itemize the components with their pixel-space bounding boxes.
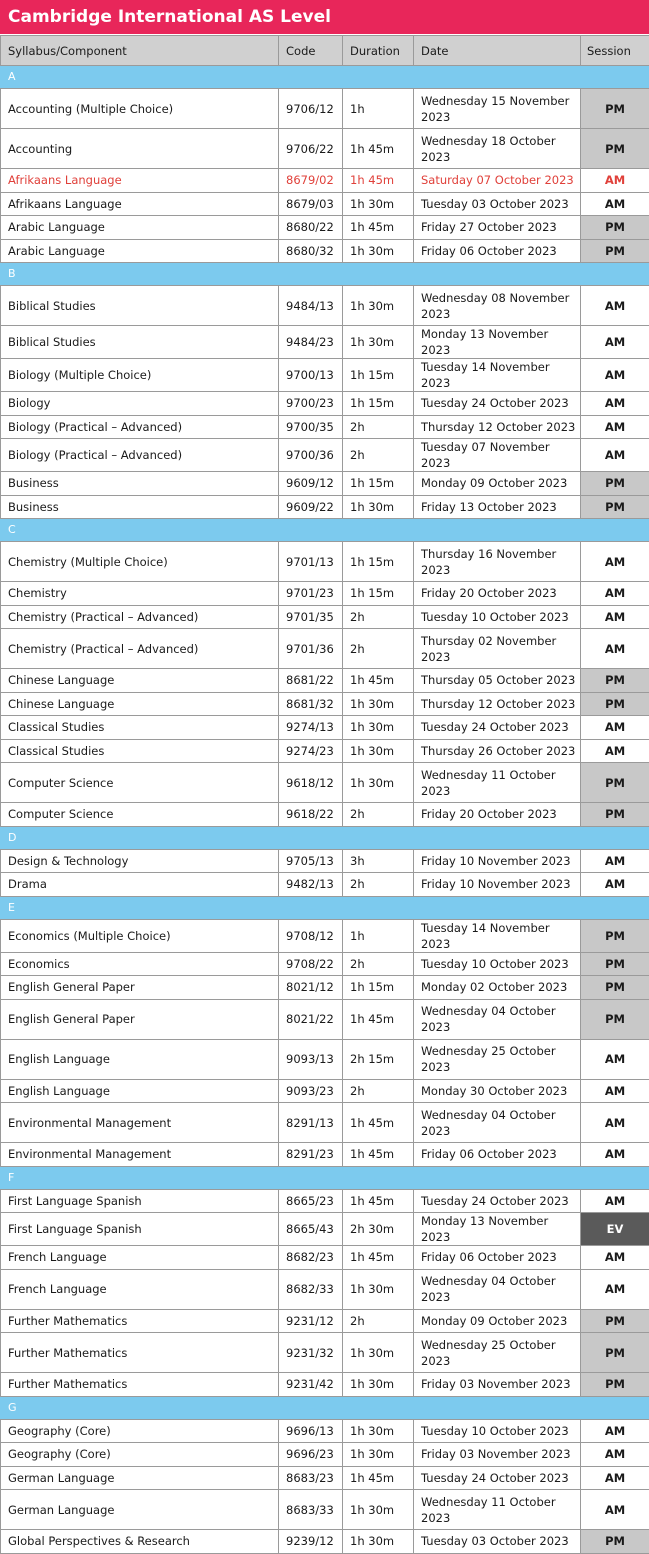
code-cell: 9484/23 [279,326,343,359]
duration-cell: 1h 45m [343,669,414,693]
duration-cell: 1h 15m [343,542,414,582]
section-row [1,826,649,849]
code-cell: 9482/13 [279,873,343,897]
syllabus-cell: Accounting [1,129,279,169]
duration-cell: 1h 30m [343,192,414,216]
date-cell: Monday 02 October 2023 [414,976,581,1000]
code-cell: 8683/23 [279,1466,343,1490]
section-row [1,519,649,542]
session-cell: AM [581,286,649,326]
table-row [1,669,649,693]
session-cell: AM [581,629,649,669]
code-cell: 9701/36 [279,629,343,669]
table-row [1,1333,649,1373]
table-row [1,1443,649,1467]
date-cell: Thursday 16 November 2023 [414,542,581,582]
date-cell: Tuesday 24 October 2023 [414,1466,581,1490]
syllabus-cell: First Language Spanish [1,1189,279,1213]
duration-cell: 1h 30m [343,1490,414,1530]
timetable [0,35,649,1554]
session-cell: AM [581,605,649,629]
section-row [1,1166,649,1189]
duration-cell: 1h 30m [343,326,414,359]
table-row [1,1530,649,1554]
code-cell: 9708/22 [279,952,343,976]
date-cell: Tuesday 03 October 2023 [414,192,581,216]
syllabus-cell: Chemistry [1,582,279,606]
table-row [1,582,649,606]
table-row [1,1039,649,1079]
table-row [1,739,649,763]
date-cell: Wednesday 04 October 2023 [414,999,581,1039]
syllabus-cell: Chinese Language [1,692,279,716]
table-row [1,1419,649,1443]
table-row [1,1246,649,1270]
code-cell: 8291/13 [279,1103,343,1143]
code-cell: 9609/22 [279,495,343,519]
session-cell: PM [581,472,649,496]
session-cell: PM [581,1530,649,1554]
syllabus-cell: Further Mathematics [1,1373,279,1397]
section-row [1,1396,649,1419]
session-cell: AM [581,1143,649,1167]
session-cell: AM [581,739,649,763]
date-cell: Friday 06 October 2023 [414,1143,581,1167]
duration-cell: 1h [343,919,414,952]
table-row [1,976,649,1000]
table-row [1,1189,649,1213]
duration-cell: 1h 45m [343,1103,414,1143]
session-cell: AM [581,1039,649,1079]
section-letter: E [1,896,649,919]
session-cell: PM [581,216,649,240]
table-row [1,1309,649,1333]
code-cell: 8681/32 [279,692,343,716]
session-cell: AM [581,1490,649,1530]
session-cell: AM [581,582,649,606]
code-cell: 9708/12 [279,919,343,952]
table-row [1,415,649,439]
code-cell: 9239/12 [279,1530,343,1554]
date-cell: Monday 13 November 2023 [414,1213,581,1246]
syllabus-cell: German Language [1,1490,279,1530]
code-cell: 9696/13 [279,1419,343,1443]
section-letter: A [1,66,649,89]
duration-cell: 1h 30m [343,692,414,716]
session-cell: AM [581,359,649,392]
table-row [1,392,649,416]
date-cell: Tuesday 14 November 2023 [414,919,581,952]
code-cell: 9701/35 [279,605,343,629]
date-cell: Friday 27 October 2023 [414,216,581,240]
duration-cell: 1h 30m [343,1269,414,1309]
duration-cell: 2h [343,952,414,976]
syllabus-cell: English General Paper [1,999,279,1039]
session-cell: PM [581,239,649,263]
code-cell: 8680/22 [279,216,343,240]
session-cell: AM [581,392,649,416]
date-cell: Wednesday 04 October 2023 [414,1103,581,1143]
code-cell: 8665/23 [279,1189,343,1213]
table-row [1,1103,649,1143]
table-row [1,439,649,472]
session-cell: PM [581,89,649,129]
syllabus-cell: Environmental Management [1,1143,279,1167]
session-cell: PM [581,803,649,827]
header-code: Code [279,36,343,66]
code-cell: 9700/23 [279,392,343,416]
table-row [1,873,649,897]
table-body [1,66,649,1554]
table-row [1,89,649,129]
code-cell: 9274/23 [279,739,343,763]
date-cell: Monday 09 October 2023 [414,1309,581,1333]
syllabus-cell: Computer Science [1,803,279,827]
date-cell: Monday 30 October 2023 [414,1079,581,1103]
table-row [1,1079,649,1103]
table-row [1,849,649,873]
date-cell: Tuesday 24 October 2023 [414,716,581,740]
date-cell: Wednesday 25 October 2023 [414,1039,581,1079]
session-cell: AM [581,439,649,472]
syllabus-cell: Biblical Studies [1,286,279,326]
session-cell: AM [581,716,649,740]
duration-cell: 2h [343,605,414,629]
duration-cell: 1h 45m [343,1466,414,1490]
syllabus-cell: Business [1,495,279,519]
session-cell: AM [581,169,649,193]
code-cell: 8683/33 [279,1490,343,1530]
duration-cell: 2h [343,1079,414,1103]
code-cell: 8679/03 [279,192,343,216]
duration-cell: 1h 45m [343,1246,414,1270]
duration-cell: 2h [343,439,414,472]
session-cell: PM [581,495,649,519]
duration-cell: 2h 30m [343,1213,414,1246]
table-row [1,129,649,169]
section-letter: C [1,519,649,542]
code-cell: 9696/23 [279,1443,343,1467]
duration-cell: 1h [343,89,414,129]
table-row [1,1143,649,1167]
syllabus-cell: Global Perspectives & Research [1,1530,279,1554]
session-cell: PM [581,669,649,693]
date-cell: Thursday 26 October 2023 [414,739,581,763]
session-cell: PM [581,1309,649,1333]
syllabus-cell: Environmental Management [1,1103,279,1143]
header-syllabus: Syllabus/Component [1,36,279,66]
date-cell: Friday 20 October 2023 [414,803,581,827]
code-cell: 9706/12 [279,89,343,129]
duration-cell: 1h 30m [343,1333,414,1373]
session-cell: AM [581,1443,649,1467]
table-row [1,763,649,803]
date-cell: Friday 03 November 2023 [414,1443,581,1467]
duration-cell: 1h 15m [343,472,414,496]
date-cell: Friday 13 October 2023 [414,495,581,519]
code-cell: 9609/12 [279,472,343,496]
header-session: Session [581,36,649,66]
duration-cell: 2h [343,1309,414,1333]
session-cell: AM [581,1466,649,1490]
syllabus-cell: Classical Studies [1,739,279,763]
duration-cell: 2h [343,629,414,669]
code-cell: 9093/13 [279,1039,343,1079]
syllabus-cell: Arabic Language [1,216,279,240]
table-row [1,192,649,216]
syllabus-cell: Geography (Core) [1,1443,279,1467]
table-row [1,169,649,193]
date-cell: Thursday 12 October 2023 [414,692,581,716]
section-row [1,263,649,286]
code-cell: 9700/13 [279,359,343,392]
table-row [1,326,649,359]
date-cell: Friday 10 November 2023 [414,873,581,897]
session-cell: PM [581,763,649,803]
date-cell: Friday 10 November 2023 [414,849,581,873]
syllabus-cell: First Language Spanish [1,1213,279,1246]
code-cell: 9231/42 [279,1373,343,1397]
date-cell: Tuesday 14 November 2023 [414,359,581,392]
code-cell: 9701/23 [279,582,343,606]
syllabus-cell: Biology (Practical – Advanced) [1,415,279,439]
code-cell: 8021/22 [279,999,343,1039]
duration-cell: 2h 15m [343,1039,414,1079]
section-letter: D [1,826,649,849]
duration-cell: 1h 30m [343,739,414,763]
syllabus-cell: Drama [1,873,279,897]
date-cell: Wednesday 18 October 2023 [414,129,581,169]
table-row [1,286,649,326]
syllabus-cell: Computer Science [1,763,279,803]
header-date: Date [414,36,581,66]
session-cell: AM [581,1419,649,1443]
code-cell: 8665/43 [279,1213,343,1246]
date-cell: Thursday 12 October 2023 [414,415,581,439]
syllabus-cell: Business [1,472,279,496]
page-title: Cambridge International AS Level [0,0,649,35]
duration-cell: 2h [343,803,414,827]
table-row [1,542,649,582]
date-cell: Wednesday 11 October 2023 [414,763,581,803]
syllabus-cell: Afrikaans Language [1,169,279,193]
syllabus-cell: Chemistry (Multiple Choice) [1,542,279,582]
date-cell: Friday 03 November 2023 [414,1373,581,1397]
session-cell: AM [581,1246,649,1270]
syllabus-cell: Further Mathematics [1,1309,279,1333]
duration-cell: 1h 15m [343,976,414,1000]
session-cell: AM [581,849,649,873]
table-row [1,952,649,976]
table-row [1,629,649,669]
syllabus-cell: Biology (Multiple Choice) [1,359,279,392]
date-cell: Wednesday 11 October 2023 [414,1490,581,1530]
duration-cell: 2h [343,873,414,897]
date-cell: Tuesday 24 October 2023 [414,392,581,416]
duration-cell: 1h 30m [343,239,414,263]
session-cell: PM [581,976,649,1000]
table-row [1,1213,649,1246]
session-cell: PM [581,692,649,716]
section-letter: G [1,1396,649,1419]
session-cell: PM [581,1373,649,1397]
table-row [1,1269,649,1309]
session-cell: AM [581,1269,649,1309]
date-cell: Tuesday 07 November 2023 [414,439,581,472]
syllabus-cell: English Language [1,1079,279,1103]
session-cell: EV [581,1213,649,1246]
date-cell: Wednesday 08 November 2023 [414,286,581,326]
table-header-row [1,36,649,66]
code-cell: 8679/02 [279,169,343,193]
session-cell: AM [581,1189,649,1213]
code-cell: 9706/22 [279,129,343,169]
syllabus-cell: Accounting (Multiple Choice) [1,89,279,129]
table-row [1,999,649,1039]
code-cell: 9231/32 [279,1333,343,1373]
syllabus-cell: Further Mathematics [1,1333,279,1373]
duration-cell: 3h [343,849,414,873]
date-cell: Tuesday 24 October 2023 [414,1189,581,1213]
session-cell: AM [581,873,649,897]
duration-cell: 1h 45m [343,999,414,1039]
date-cell: Monday 13 November 2023 [414,326,581,359]
table-row [1,216,649,240]
table-row [1,472,649,496]
code-cell: 9231/12 [279,1309,343,1333]
duration-cell: 1h 30m [343,763,414,803]
session-cell: PM [581,1333,649,1373]
code-cell: 8680/32 [279,239,343,263]
table-row [1,359,649,392]
syllabus-cell: Biology [1,392,279,416]
duration-cell: 1h 15m [343,392,414,416]
duration-cell: 1h 30m [343,1373,414,1397]
duration-cell: 1h 30m [343,1419,414,1443]
date-cell: Wednesday 25 October 2023 [414,1333,581,1373]
duration-cell: 1h 45m [343,1143,414,1167]
date-cell: Tuesday 10 October 2023 [414,605,581,629]
date-cell: Thursday 02 November 2023 [414,629,581,669]
date-cell: Saturday 07 October 2023 [414,169,581,193]
date-cell: Wednesday 15 November 2023 [414,89,581,129]
session-cell: AM [581,415,649,439]
code-cell: 8021/12 [279,976,343,1000]
session-cell: AM [581,1103,649,1143]
code-cell: 8682/33 [279,1269,343,1309]
code-cell: 9618/12 [279,763,343,803]
code-cell: 9700/35 [279,415,343,439]
duration-cell: 1h 15m [343,359,414,392]
session-cell: AM [581,192,649,216]
code-cell: 9705/13 [279,849,343,873]
date-cell: Tuesday 10 October 2023 [414,1419,581,1443]
syllabus-cell: French Language [1,1246,279,1270]
session-cell: PM [581,919,649,952]
table-row [1,495,649,519]
code-cell: 9701/13 [279,542,343,582]
duration-cell: 1h 45m [343,1189,414,1213]
section-letter: B [1,263,649,286]
code-cell: 9700/36 [279,439,343,472]
code-cell: 8682/23 [279,1246,343,1270]
code-cell: 8681/22 [279,669,343,693]
code-cell: 8291/23 [279,1143,343,1167]
code-cell: 9484/13 [279,286,343,326]
session-cell: AM [581,326,649,359]
syllabus-cell: German Language [1,1466,279,1490]
syllabus-cell: English Language [1,1039,279,1079]
date-cell: Thursday 05 October 2023 [414,669,581,693]
table-row [1,803,649,827]
table-row [1,1373,649,1397]
section-letter: F [1,1166,649,1189]
syllabus-cell: Chinese Language [1,669,279,693]
code-cell: 9093/23 [279,1079,343,1103]
syllabus-cell: Design & Technology [1,849,279,873]
syllabus-cell: Economics [1,952,279,976]
date-cell: Friday 06 October 2023 [414,239,581,263]
table-row [1,239,649,263]
syllabus-cell: Biology (Practical – Advanced) [1,439,279,472]
table-row [1,692,649,716]
syllabus-cell: French Language [1,1269,279,1309]
session-cell: AM [581,1079,649,1103]
duration-cell: 1h 30m [343,286,414,326]
duration-cell: 1h 45m [343,129,414,169]
duration-cell: 1h 45m [343,169,414,193]
syllabus-cell: Classical Studies [1,716,279,740]
section-row [1,66,649,89]
date-cell: Monday 09 October 2023 [414,472,581,496]
date-cell: Friday 20 October 2023 [414,582,581,606]
date-cell: Wednesday 04 October 2023 [414,1269,581,1309]
table-row [1,1490,649,1530]
session-cell: AM [581,542,649,582]
duration-cell: 1h 30m [343,716,414,740]
table-row [1,605,649,629]
session-cell: PM [581,999,649,1039]
code-cell: 9274/13 [279,716,343,740]
duration-cell: 1h 15m [343,582,414,606]
section-row [1,896,649,919]
date-cell: Tuesday 10 October 2023 [414,952,581,976]
duration-cell: 2h [343,415,414,439]
table-row [1,919,649,952]
syllabus-cell: English General Paper [1,976,279,1000]
syllabus-cell: Geography (Core) [1,1419,279,1443]
syllabus-cell: Chemistry (Practical – Advanced) [1,605,279,629]
syllabus-cell: Afrikaans Language [1,192,279,216]
duration-cell: 1h 45m [343,216,414,240]
duration-cell: 1h 30m [343,495,414,519]
code-cell: 9618/22 [279,803,343,827]
syllabus-cell: Economics (Multiple Choice) [1,919,279,952]
syllabus-cell: Chemistry (Practical – Advanced) [1,629,279,669]
header-duration: Duration [343,36,414,66]
date-cell: Friday 06 October 2023 [414,1246,581,1270]
duration-cell: 1h 30m [343,1530,414,1554]
session-cell: PM [581,952,649,976]
duration-cell: 1h 30m [343,1443,414,1467]
date-cell: Tuesday 03 October 2023 [414,1530,581,1554]
syllabus-cell: Arabic Language [1,239,279,263]
session-cell: PM [581,129,649,169]
table-row [1,716,649,740]
syllabus-cell: Biblical Studies [1,326,279,359]
